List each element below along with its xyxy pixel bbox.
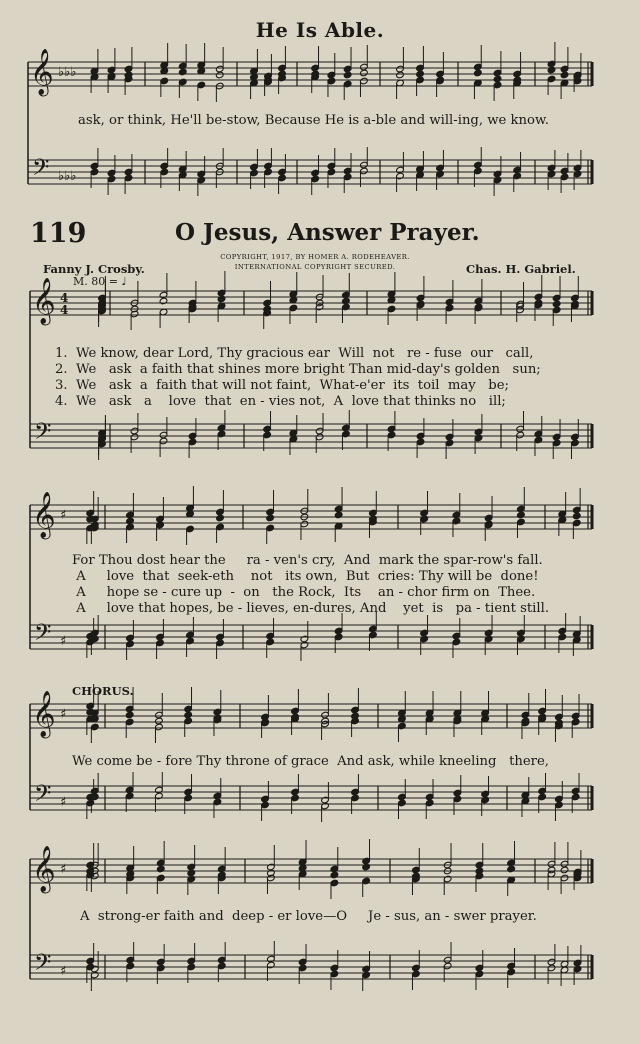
treble-clef: 𝄞 xyxy=(32,846,56,892)
half-note xyxy=(560,866,569,874)
previous-hymn-lyric: ask, or think, He'll be-stow, Because He is a-ble and will-ing, we know. xyxy=(78,113,549,128)
key-signature: ♯ xyxy=(60,707,67,722)
previous-hymn-title: He Is Able. xyxy=(255,18,385,42)
hymn-number: 119 xyxy=(30,218,87,249)
key-signature: ♭♭♭ xyxy=(58,169,77,184)
verse-line-1: 1. We know, dear Lord, Thy gracious ear Will not re - fuse our call, xyxy=(55,346,534,361)
key-signature: ♯ xyxy=(60,964,67,979)
verse-line-2-cont: A love that seek-eth not its own, But cries: Thy will be done! xyxy=(72,569,539,584)
chorus-lyric-1: We come be - fore Thy throne of grace And ask, while kneeling there, xyxy=(72,754,549,769)
author-credit: Fanny J. Crosby. xyxy=(43,262,145,276)
quarter-note xyxy=(547,66,556,74)
quarter-note xyxy=(343,71,352,79)
quarter-note xyxy=(474,69,483,77)
half-note xyxy=(396,71,405,79)
time-signature: 4 xyxy=(60,303,69,317)
chorus-lyric-2: A strong-er faith and deep - er love—O Je - sus, an - swer prayer. xyxy=(80,909,537,924)
bass-clef: 𝄢 xyxy=(34,620,52,651)
hymn-title: O Jesus, Answer Prayer. xyxy=(175,219,480,246)
verse-line-3-cont: A hope se - cure up - on the Rock, Its an - chor firm on Thee. xyxy=(72,585,536,600)
quarter-note xyxy=(560,71,569,79)
bass-clef: 𝄢 xyxy=(32,155,50,186)
quarter-note xyxy=(362,863,371,871)
quarter-note xyxy=(330,871,339,879)
half-note xyxy=(215,71,224,79)
verse-line-1-cont: For Thou dost hear the ra - ven's cry, And mark the spar-row's fall. xyxy=(72,553,543,568)
verse-line-3: 3. We ask a faith that will not faint, What-e'er its toil may be; xyxy=(55,378,509,393)
copyright-notice: COPYRIGHT, 1917, BY HOMER A. RODEHEAVER. INTERNATIONAL COPYRIGHT SECURED. xyxy=(220,253,410,271)
treble-clef: 𝄞 xyxy=(30,49,54,95)
treble-clef: 𝄞 xyxy=(32,691,56,737)
tempo-marking: M. 80 = ♩ xyxy=(73,275,127,288)
verse-line-4: 4. We ask a love that en - vies not, A love that thinks no ill; xyxy=(55,394,506,409)
quarter-note xyxy=(216,514,225,522)
bass-clef: 𝄢 xyxy=(34,950,52,981)
time-signature: 4 xyxy=(60,291,69,305)
composer-credit: Chas. H. Gabriel. xyxy=(466,262,576,276)
key-signature: ♯ xyxy=(60,634,67,649)
treble-clef: 𝄞 xyxy=(32,492,56,538)
chorus-label: CHORUS. xyxy=(72,684,134,698)
quarter-note xyxy=(517,511,526,519)
verse-line-4-cont: A love that hopes, be - lieves, en-dures, And yet is pa - tient still. xyxy=(72,601,550,616)
treble-clef: 𝄞 xyxy=(32,278,56,324)
key-signature: ♯ xyxy=(60,862,67,877)
bass-clef: 𝄢 xyxy=(34,419,52,450)
half-note xyxy=(360,69,369,77)
quarter-note xyxy=(125,711,134,719)
quarter-note xyxy=(507,865,516,873)
quarter-note xyxy=(217,295,226,303)
verse-line-2: 2. We ask a faith that shines more bright Than mid-day's golden sun; xyxy=(55,362,541,377)
key-signature: ♭♭♭ xyxy=(58,65,77,80)
key-signature: ♯ xyxy=(60,508,67,523)
quarter-note xyxy=(572,512,581,520)
key-signature: ♯ xyxy=(60,795,67,810)
quarter-note xyxy=(156,865,165,873)
quarter-note xyxy=(266,514,275,522)
half-note xyxy=(159,297,168,305)
quarter-note xyxy=(334,511,343,519)
bass-clef: 𝄢 xyxy=(34,781,52,812)
quarter-note xyxy=(178,68,187,76)
